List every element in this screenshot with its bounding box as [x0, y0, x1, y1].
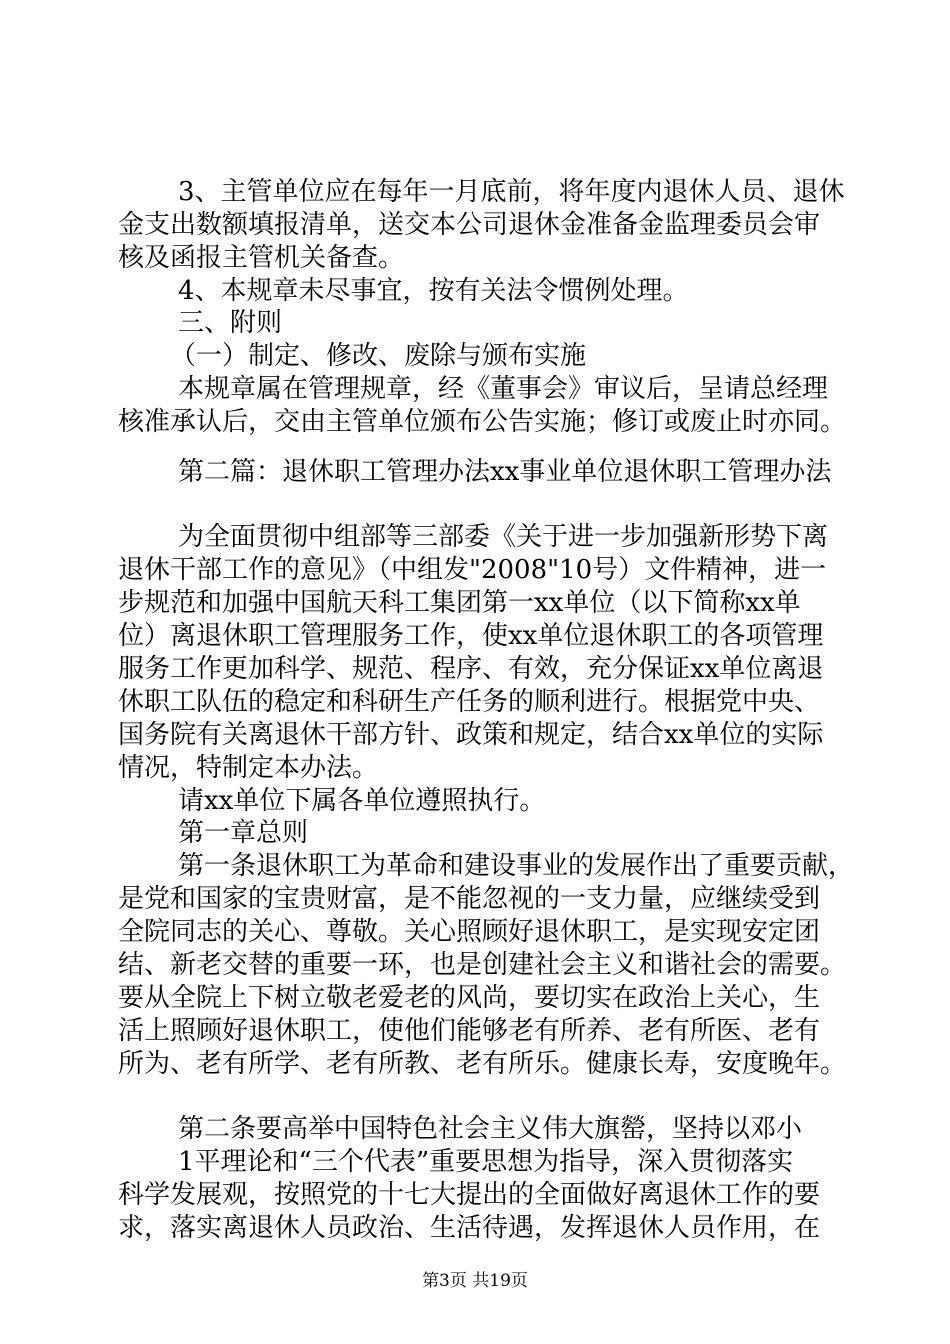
text-line: 3、主管单位应在每年一月底前，将年度内退休人员、退休	[178, 177, 845, 207]
chapter-heading: 第一章总则	[178, 818, 309, 848]
text-line: 要从全院上下树立敬老爱老的风尚，要切实在政治上关心，生	[118, 983, 821, 1013]
text-line: 本规章属在管理规章，经《董事会》审议后，呈请总经理	[178, 374, 829, 404]
text-line: 金支出数额填报清单，送交本公司退休金准备金监理委员会审	[118, 210, 821, 240]
text-line: 国务院有关离退休干部方针、政策和规定，结合xx单位的实际	[118, 720, 824, 750]
page-footer: 第3页 共19页	[422, 1271, 528, 1291]
text-line: 第一条退休职工为革命和建设事业的发展作出了重要贡献，	[178, 851, 855, 881]
text-line: 情况，特制定本办法。	[118, 753, 379, 783]
text-line: （一）制定、修改、废除与颁布实施	[170, 341, 587, 371]
text-line: 是党和国家的宝贵财富，是不能忽视的一支力量，应继续受到	[118, 884, 821, 914]
text-line: 1平理论和“三个代表”重要思想为指导，深入贯彻落实	[178, 1147, 794, 1177]
text-line: 所为、老有所学、老有所教、老有所乐。健康长寿，安度晚年。	[118, 1049, 847, 1079]
text-line: 求，落实离退休人员政治、生活待遇，发挥退休人员作用，在	[118, 1213, 821, 1243]
text-line: 位）离退休职工管理服务工作，使xx单位退休职工的各项管理	[118, 621, 824, 651]
text-line: 步规范和加强中国航天科工集团第一xx单位（以下简称xx单	[118, 588, 801, 618]
text-line: 核及函报主管机关备查。	[118, 243, 405, 273]
text-line: 4、本规章未尽事宜，按有关法令惯例处理。	[178, 276, 689, 306]
text-line: 科学发展观，按照党的十七大提出的全面做好离退休工作的要	[118, 1180, 821, 1210]
text-line: 全院同志的关心、尊敬。关心照顾好退休职工，是实现安定团	[118, 917, 821, 947]
text-line: 活上照顾好退休职工，使他们能够老有所养、老有所医、老有	[118, 1016, 821, 1046]
text-line: 休职工队伍的稳定和科研生产任务的顺利进行。根据党中央、	[118, 687, 821, 717]
text-line: 第二条要高举中国特色社会主义伟大旗罃，坚持以邓小	[178, 1114, 803, 1144]
text-line: 三、附则	[178, 308, 283, 338]
text-line: 退休干部工作的意见》（中组发"2008"10号）文件精神，进一	[118, 555, 827, 585]
text-line: 服务工作更加科学、规范、程序、有效，充分保证xx单位离退	[118, 654, 824, 684]
text-line: 核准承认后，交由主管单位颁布公告实施；修订或废止时亦同。	[118, 407, 847, 437]
text-line: 结、新老交替的重要一环，也是创建社会主义和谐社会的需要。	[118, 950, 847, 980]
text-line: 为全面贯彻中组部等三部委《关于进一步加强新形势下离	[178, 522, 829, 552]
text-line: 请xx单位下属各单位遵照执行。	[178, 786, 546, 816]
section-heading: 第二篇：退休职工管理办法xx事业单位退休职工管理办法	[178, 457, 832, 487]
